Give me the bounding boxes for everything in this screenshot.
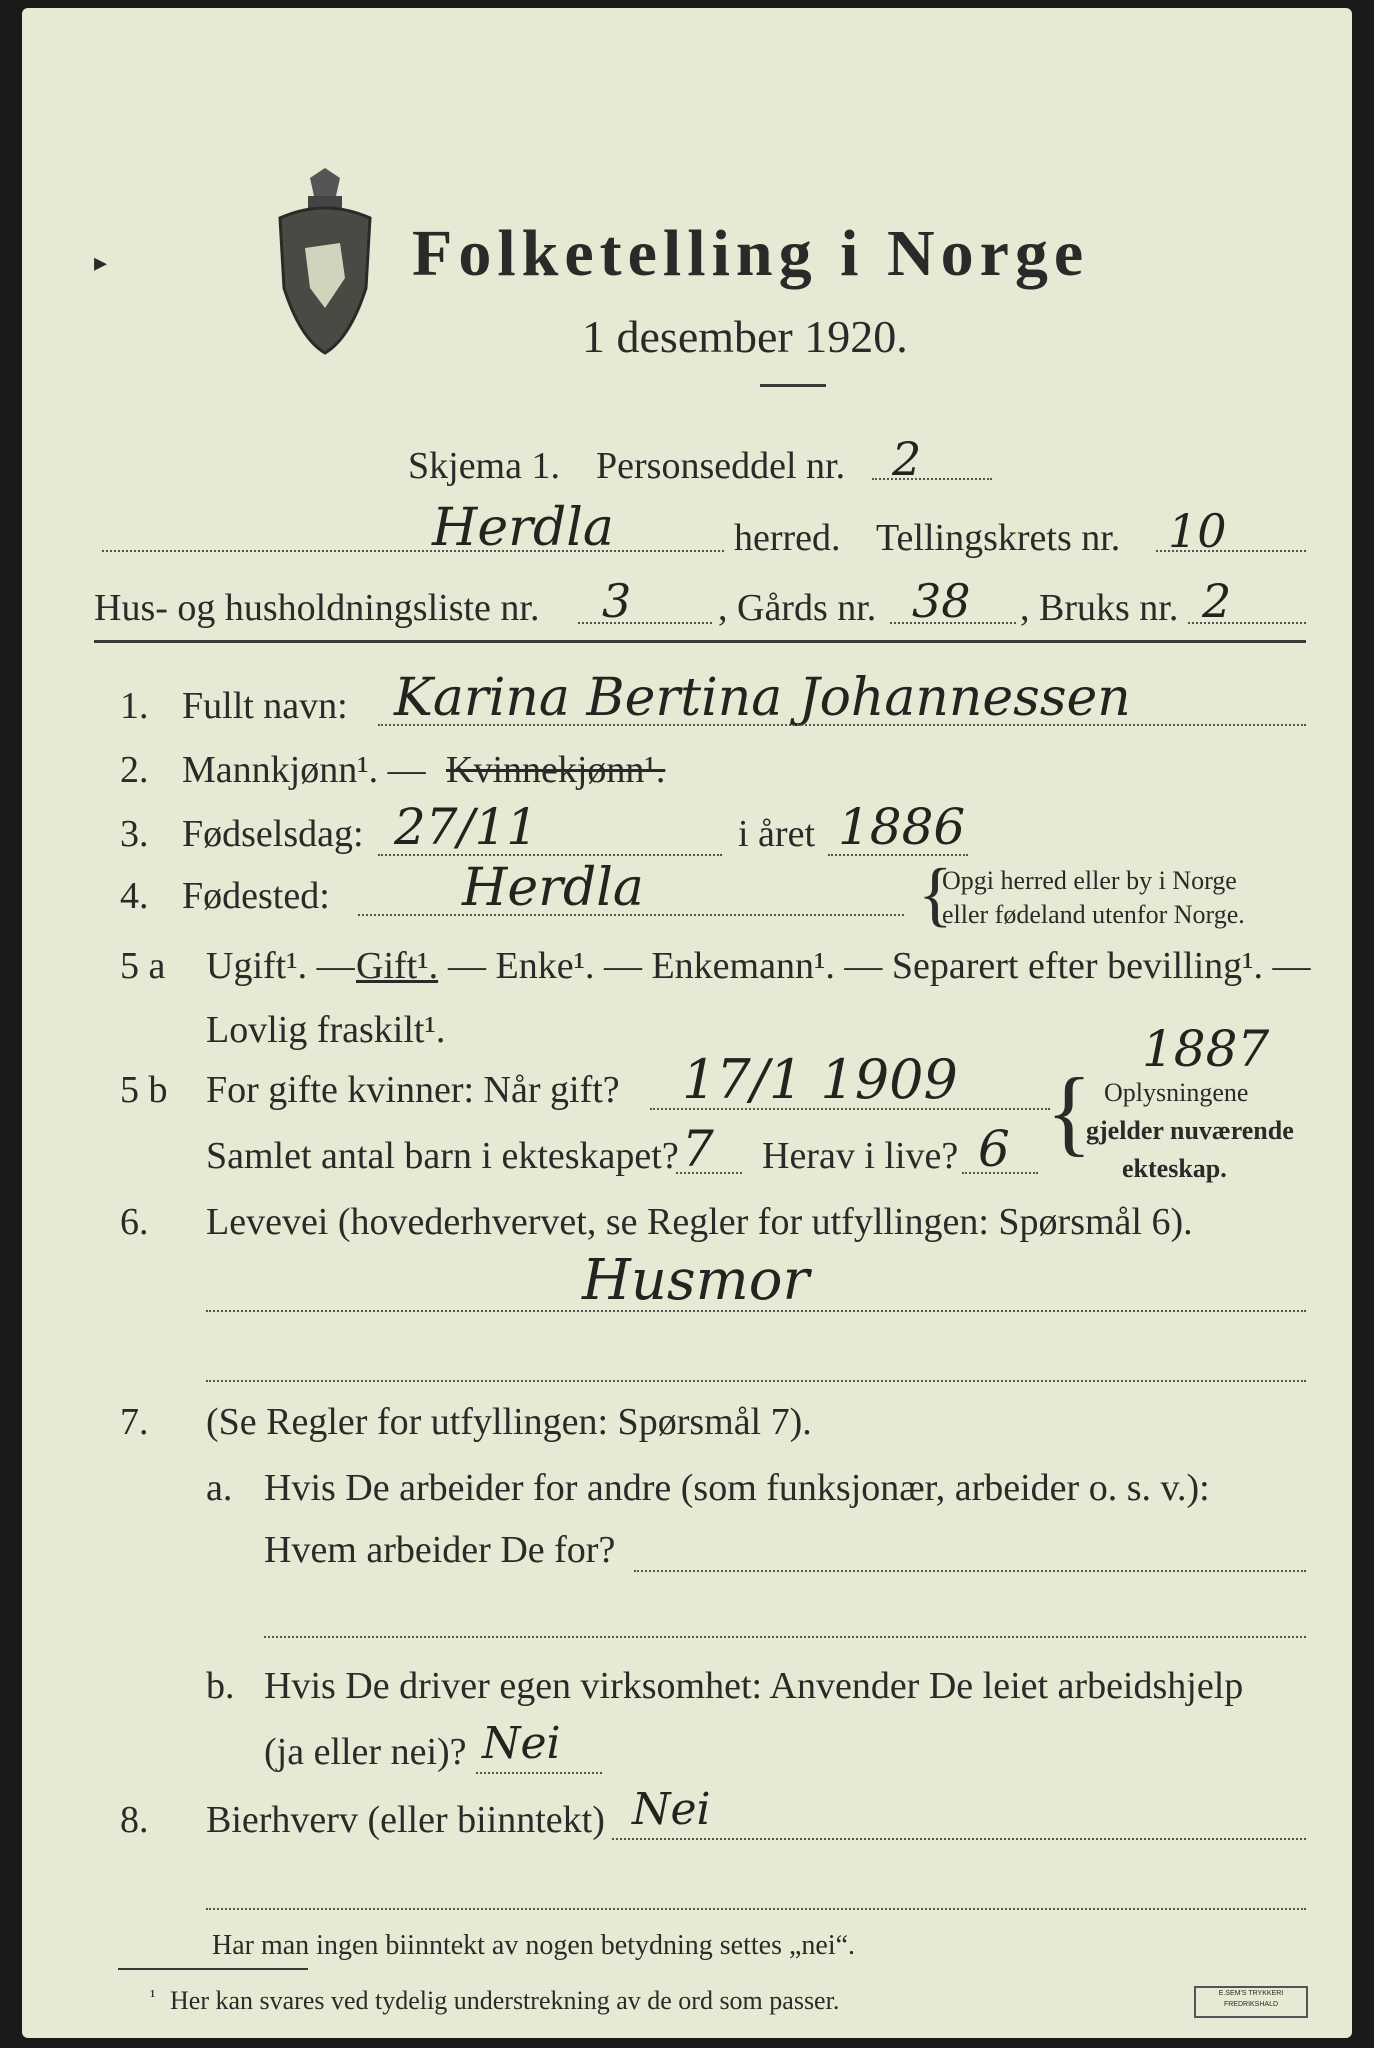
q5b-label: For gifte kvinner: Når gift? <box>206 1069 620 1111</box>
printer-stamp-line-2: FREDRIKSHALD <box>1223 2001 1279 2008</box>
q1-dots <box>378 724 1306 726</box>
q2-mann: Mannkjønn¹. — <box>182 749 426 791</box>
q3-dots <box>378 854 722 856</box>
q7a-dots-2 <box>264 1636 1306 1638</box>
q5b-note-2: gjelder nuværende <box>1086 1116 1294 1145</box>
footer-note: Har man ingen biinntekt av nogen betydning settes „nei“. <box>212 1930 856 1961</box>
gards-label: , Gårds nr. <box>718 587 877 629</box>
personseddel-label: Personseddel nr. <box>596 445 846 487</box>
q4-label: Fødested: <box>182 875 330 917</box>
q5a-number: 5 a <box>120 945 166 987</box>
bruks-dots <box>1188 622 1306 624</box>
q4-value[interactable]: Herdla <box>462 858 644 918</box>
footnote-rule <box>118 1968 308 1970</box>
personseddel-dots <box>872 478 992 480</box>
printer-stamp <box>1194 1986 1308 2018</box>
footnote: Her kan svares ved tydelig understrekning av de ord som passer. <box>170 1986 840 2015</box>
q1-number: 1. <box>120 685 149 727</box>
q7-number: 7. <box>120 1401 149 1443</box>
q7b-text-2: (ja eller nei)? <box>264 1731 467 1773</box>
q8-number: 8. <box>120 1799 149 1841</box>
q4-note-1: Opgi herred eller by i Norge <box>942 866 1237 895</box>
tellingskrets-dots <box>1156 550 1306 552</box>
coat-of-arms-icon <box>270 168 380 358</box>
q7b-dots <box>476 1772 602 1774</box>
q5b-brace-left: { <box>1046 1058 1093 1165</box>
q7b-letter: b. <box>206 1665 235 1707</box>
title-rule <box>760 384 826 387</box>
q2-kvinne: Kvinnekjønn¹. <box>446 749 666 791</box>
q5b-note-1: Oplysningene <box>1104 1078 1249 1107</box>
q5a-rest: — Enke¹. — Enkemann¹. — Separert efter bevilling¹. — <box>448 945 1311 987</box>
q6-dots-1 <box>206 1310 1306 1312</box>
q5b-live-dots <box>962 1172 1038 1174</box>
tellingskrets-label: Tellingskrets nr. <box>876 517 1121 559</box>
footnote-mark: ¹ <box>150 1986 156 2006</box>
q6-number: 6. <box>120 1201 149 1243</box>
q5a-line2: Lovlig fraskilt¹. <box>206 1009 446 1051</box>
q3-label: Fødselsdag: <box>182 813 364 855</box>
skjema-label: Skjema 1. <box>408 445 560 487</box>
hus-value[interactable]: 3 <box>602 574 632 628</box>
herred-value[interactable]: Herdla <box>432 498 614 558</box>
q5b-value[interactable]: 17/1 1909 <box>682 1048 958 1111</box>
q7a-text-2: Hvem arbeider De for? <box>264 1529 616 1571</box>
q4-dots <box>358 914 904 916</box>
census-form <box>22 8 1352 2038</box>
q5b-live-value[interactable]: 6 <box>978 1120 1010 1178</box>
form-title: Folketelling i Norge <box>412 217 1090 290</box>
q5b-barn-dots <box>676 1172 742 1174</box>
herred-label: herred. <box>734 517 841 559</box>
header-rule <box>94 640 1306 643</box>
q7a-text: Hvis De arbeider for andre (som funksjonær, arbeider o. s. v.): <box>264 1467 1210 1509</box>
q3-value[interactable]: 27/11 <box>394 798 539 856</box>
q3-year-value[interactable]: 1886 <box>838 798 966 856</box>
q6-dots-2 <box>206 1380 1306 1382</box>
herred-dots <box>102 550 724 552</box>
q5b-note-3: ekteskap. <box>1122 1154 1227 1183</box>
q5b-dots <box>650 1108 1050 1110</box>
q7a-dots-1 <box>634 1570 1306 1572</box>
printer-stamp-line-1: E.SEM'S TRYKKERI <box>1218 1990 1284 1997</box>
q4-brace: { <box>918 854 953 934</box>
q6-label: Levevei (hovederhvervet, se Regler for utfyllingen: Spørsmål 6). <box>206 1201 1193 1243</box>
q7b-text: Hvis De driver egen virksomhet: Anvender De leiet arbeidshjelp <box>264 1665 1244 1707</box>
q5b-label-2: Samlet antal barn i ekteskapet? <box>206 1135 679 1177</box>
q8-value[interactable]: Nei <box>632 1784 711 1835</box>
q1-value[interactable]: Karina Bertina Johannessen <box>394 668 1131 728</box>
bruks-label: , Bruks nr. <box>1020 587 1179 629</box>
q6-value[interactable]: Husmor <box>582 1248 810 1313</box>
q5a-ugift: Ugift¹. — <box>206 945 355 987</box>
q2-number: 2. <box>120 749 149 791</box>
q4-number: 4. <box>120 875 149 917</box>
q5b-extra: 1887 <box>1142 1020 1270 1078</box>
q7a-letter: a. <box>206 1467 233 1509</box>
q5b-live-label: Herav i live? <box>762 1135 959 1177</box>
q7b-value[interactable]: Nei <box>482 1718 561 1769</box>
q5a-gift: Gift¹. <box>356 945 439 987</box>
margin-mark: ▸ <box>94 248 108 277</box>
bruks-value[interactable]: 2 <box>1202 574 1232 628</box>
personseddel-value[interactable]: 2 <box>892 432 922 486</box>
q5b-number: 5 b <box>120 1069 168 1111</box>
form-date: 1 desember 1920. <box>582 311 908 362</box>
gards-value[interactable]: 38 <box>912 574 971 628</box>
gards-dots <box>890 622 1016 624</box>
q8-label: Bierhverv (eller biinntekt) <box>206 1799 605 1841</box>
q3-year-label: i året <box>738 813 816 855</box>
q3-number: 3. <box>120 813 149 855</box>
q8-dots-2 <box>206 1908 1306 1910</box>
q8-dots-1 <box>612 1838 1306 1840</box>
q7-label: (Se Regler for utfyllingen: Spørsmål 7). <box>206 1401 812 1443</box>
hus-dots <box>578 622 712 624</box>
hus-label: Hus- og husholdningsliste nr. <box>94 587 540 629</box>
q5b-barn[interactable]: 7 <box>682 1120 714 1178</box>
q4-note-2: eller fødeland utenfor Norge. <box>942 900 1245 929</box>
q1-label: Fullt navn: <box>182 685 348 727</box>
tellingskrets-value[interactable]: 10 <box>1168 504 1227 558</box>
